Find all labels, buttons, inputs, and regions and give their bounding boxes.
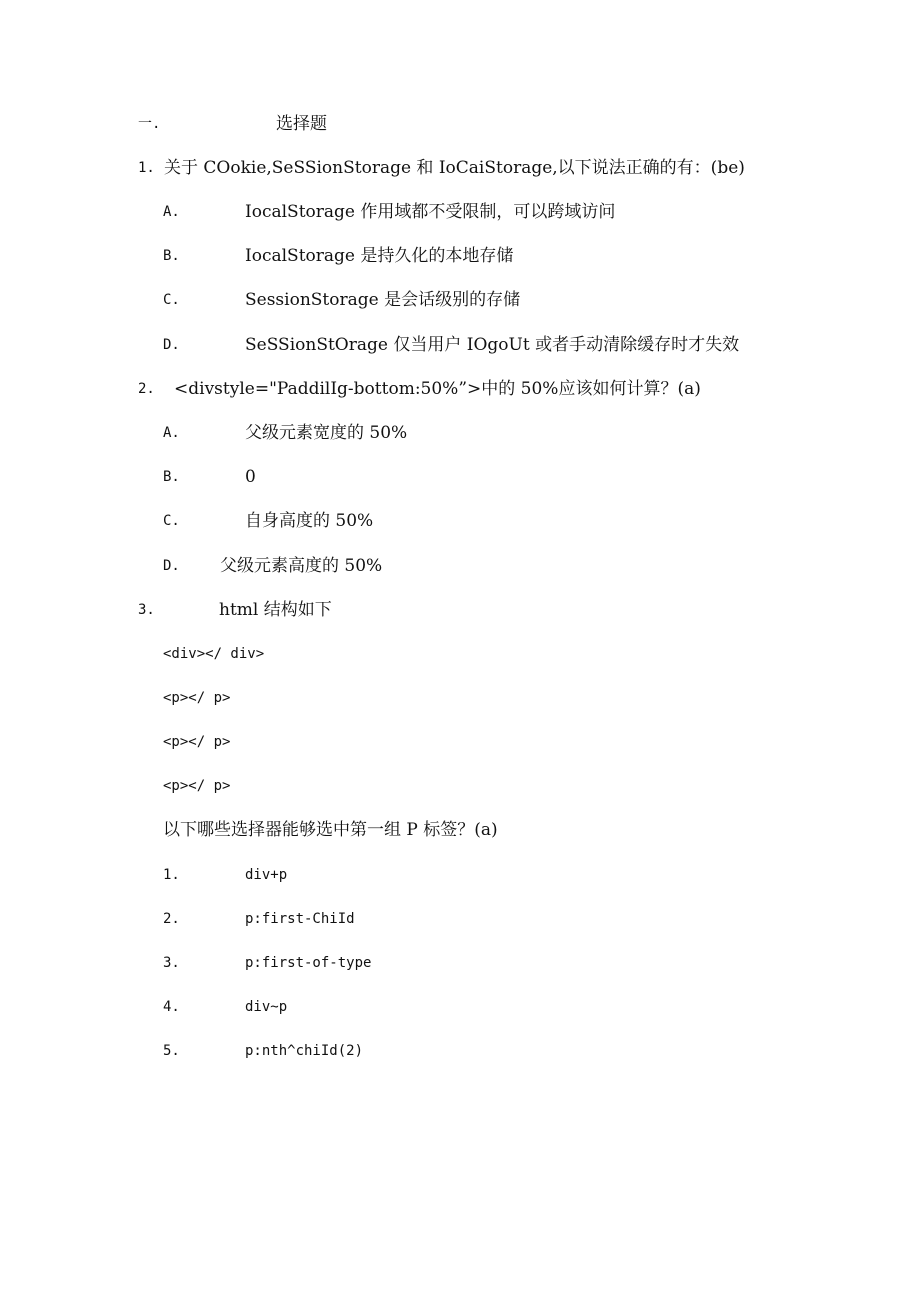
q3-option-2-text: p:first-ChiId	[245, 911, 355, 927]
q1-text: 关于 COokie,SeSSionStorage 和 IoCaiStorage,以下说法正确的有：(be)	[164, 158, 745, 178]
code-line: <div></ div>	[163, 646, 265, 662]
q1-option-d-text: SeSSionStOrage 仅当用户 IOgoUt 或者手动清除缓存时才失效	[245, 335, 740, 355]
q3-option-4-text: div~p	[245, 999, 288, 1015]
q2-number: 2.	[138, 381, 155, 397]
q1-option-d-label: D.	[163, 337, 180, 353]
q3-option-1-label: 1.	[163, 867, 180, 883]
q1-option-c-text: SessionStorage 是会话级别的存储	[245, 290, 521, 310]
q3-option-2-label: 2.	[163, 911, 180, 927]
q2-option-d-label: D.	[163, 558, 180, 574]
q1-option-c-label: C.	[163, 292, 180, 308]
q2-option-b-text: 0	[245, 467, 256, 487]
q2-option-a-label: A.	[163, 425, 180, 441]
q1-option-b-text: IocalStorage 是持久化的本地存储	[245, 246, 514, 266]
q1-number: 1.	[138, 160, 155, 176]
code-line: <p></ p>	[163, 690, 231, 706]
q3-text: html 结构如下	[219, 600, 332, 620]
q3-option-5-label: 5.	[163, 1043, 180, 1059]
q2-option-d-text: 父级元素高度的 50%	[220, 556, 383, 576]
code-line: <p></ p>	[163, 778, 231, 794]
q3-number: 3.	[138, 602, 155, 618]
q2-option-c-label: C.	[163, 513, 180, 529]
q3-option-5-text: p:nth^chiId(2)	[245, 1043, 364, 1059]
q3-question: 以下哪些选择器能够选中第一组 P 标签？(a)	[163, 820, 498, 840]
q2-text: <divstyle="PaddilIg-bottom:50%”>中的 50%应该如何计算？(a)	[174, 379, 701, 399]
q3-option-4-label: 4.	[163, 999, 180, 1015]
q3-option-1-text: div+p	[245, 867, 288, 883]
q1-option-b-label: B.	[163, 248, 180, 264]
q1-option-a-text: IocalStorage 作用域都不受限制，可以跨域访问	[245, 202, 616, 222]
q2-option-c-text: 自身高度的 50%	[245, 511, 374, 531]
q2-option-a-text: 父级元素宽度的 50%	[245, 423, 408, 443]
q2-option-b-label: B.	[163, 469, 180, 485]
q3-option-3-text: p:first-of-type	[245, 955, 372, 971]
section-number: 一.	[138, 116, 161, 132]
q3-option-3-label: 3.	[163, 955, 180, 971]
code-line: <p></ p>	[163, 734, 231, 750]
section-title: 选择题	[276, 114, 327, 134]
q1-option-a-label: A.	[163, 204, 180, 220]
